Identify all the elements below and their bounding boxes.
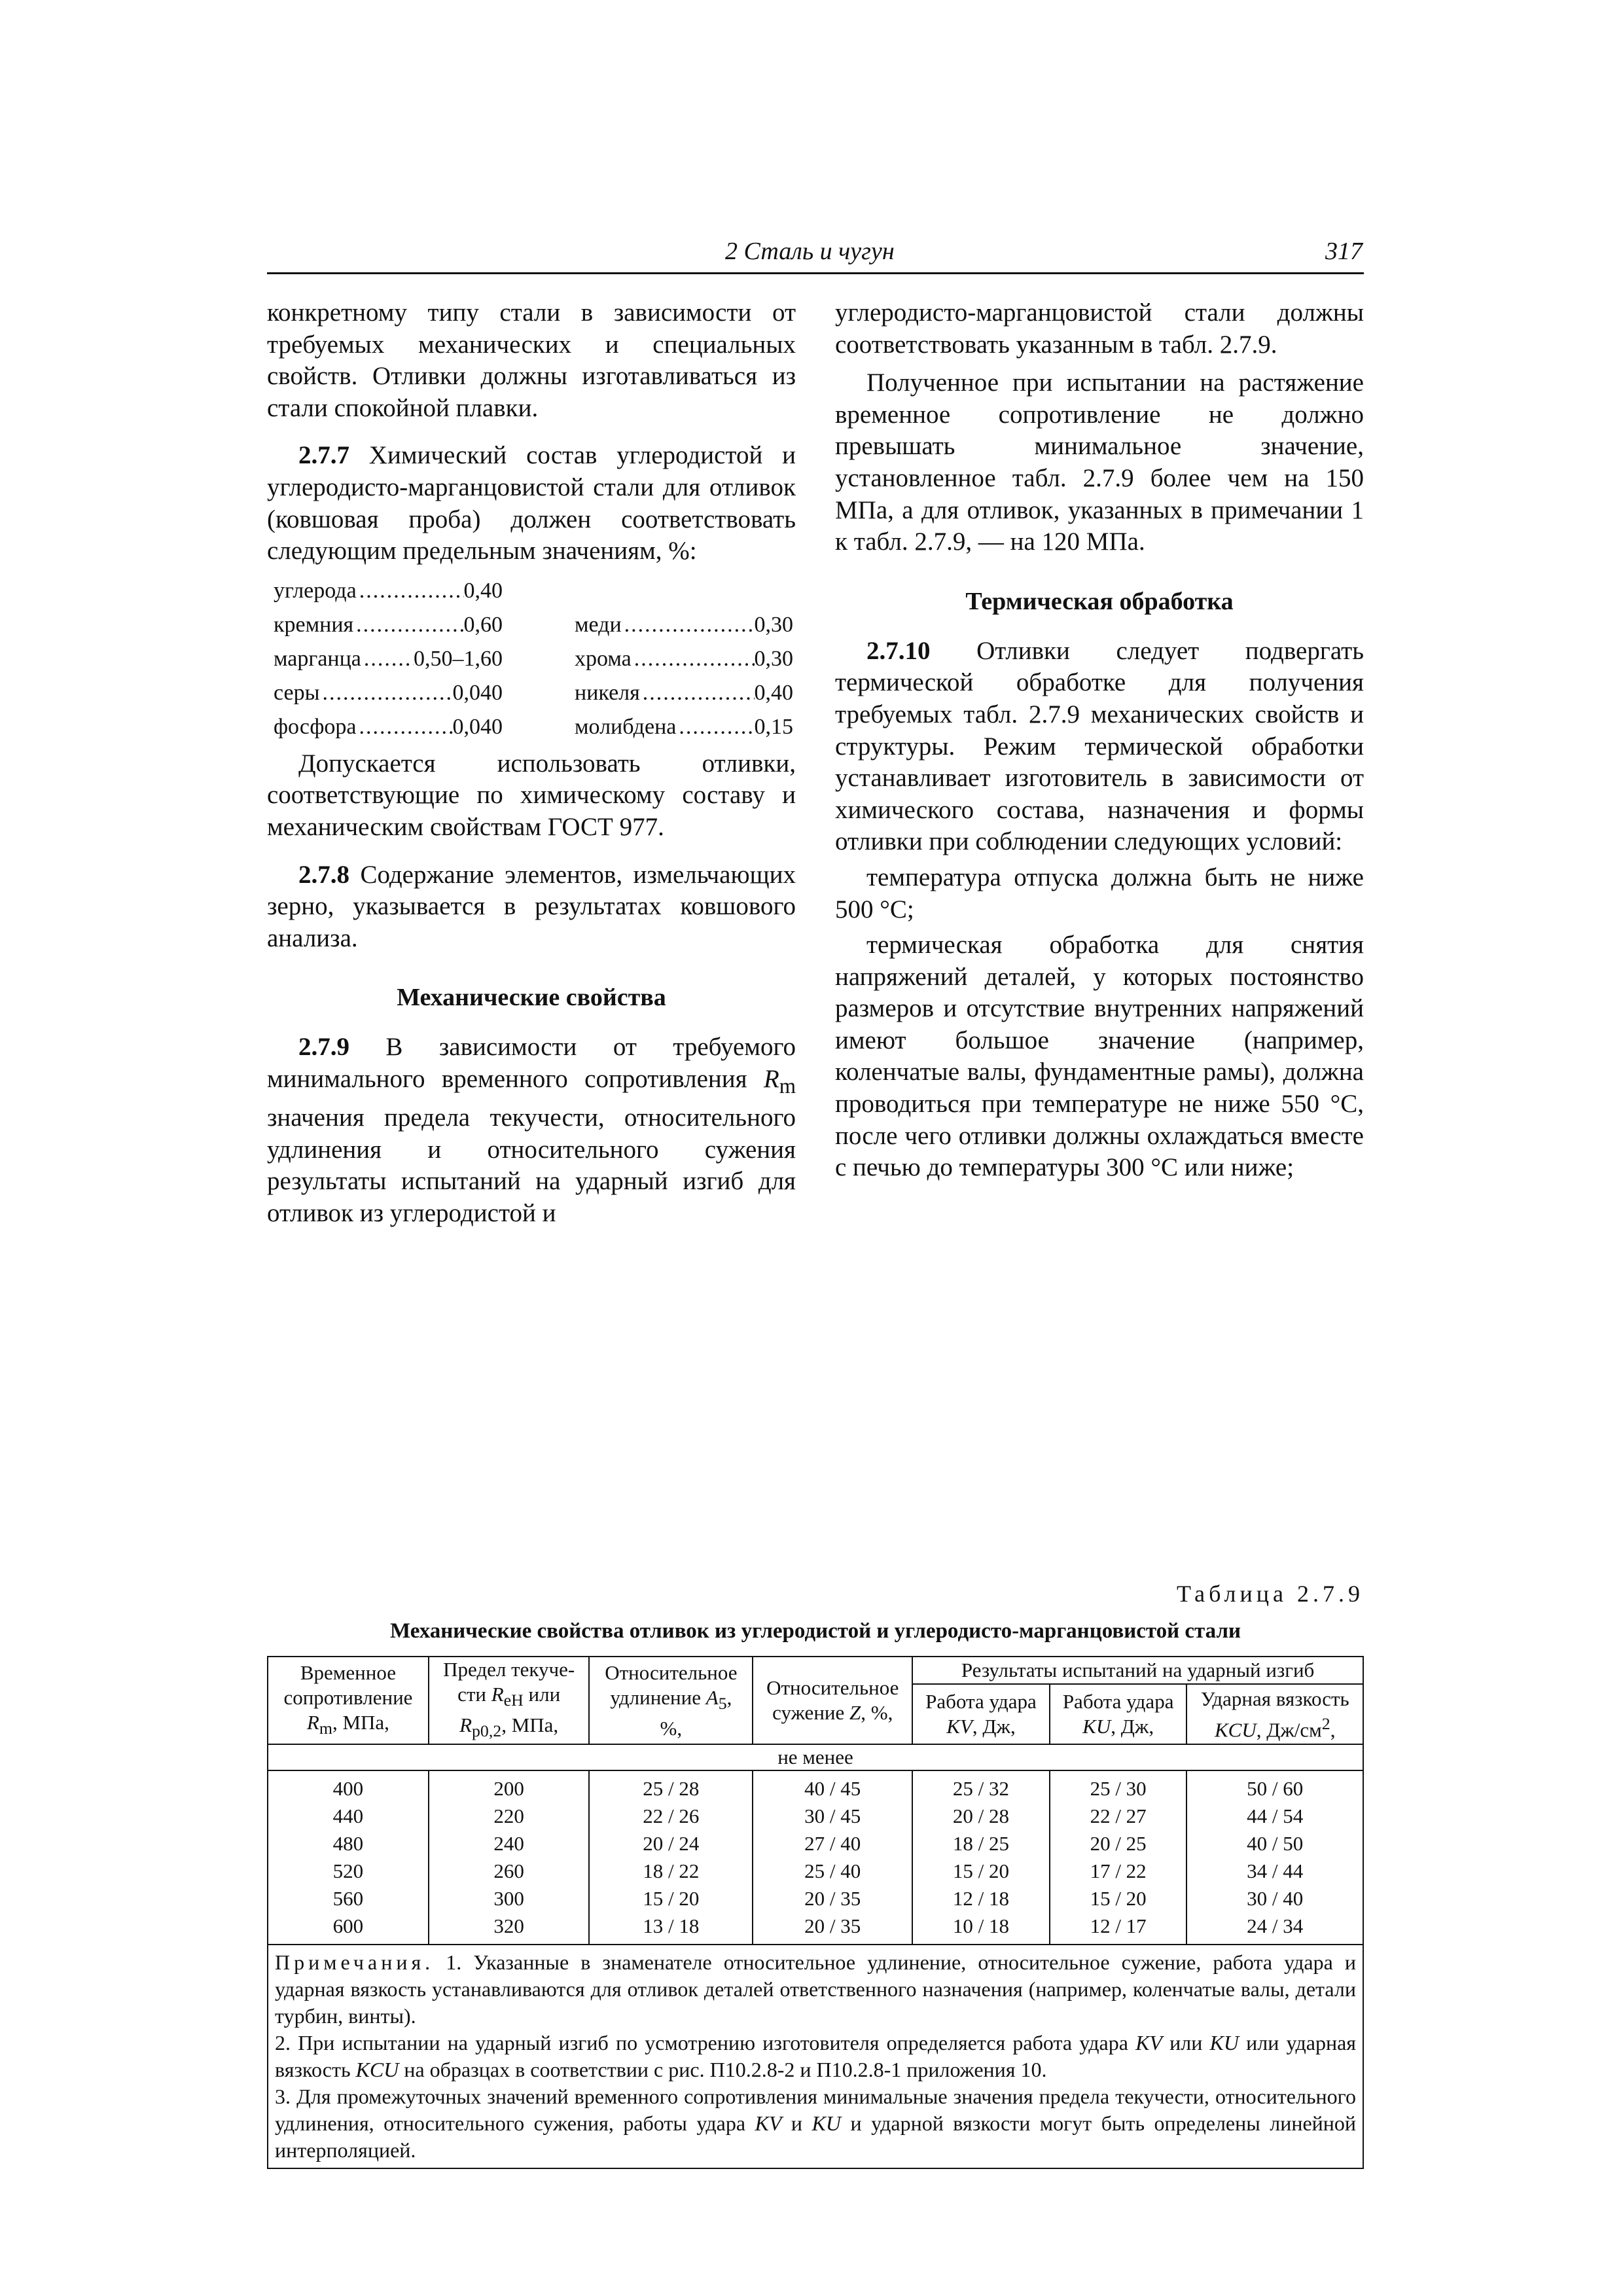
header-cell: Предел текуче- сти $R_{eH}$ или $R_{p0,2}$, МПа, [429, 1657, 590, 1744]
leader-dots [622, 608, 755, 642]
table-cell: 17 / 22 [1050, 1857, 1187, 1885]
paragraph: углеродисто-марганцовистой стали должны соответствовать указанным в табл. 2.7.9. [835, 298, 1364, 359]
table-cell: 25 / 30 [1050, 1770, 1187, 1803]
paragraph-2-7-10 [835, 636, 1364, 858]
table-cell: 20 / 35 [753, 1912, 912, 1945]
clause-number: 2.7.9 [298, 1033, 349, 1062]
chem-row [267, 608, 796, 642]
table-title: Механические свойства отливок из углеродистой и углеродисто-марганцовистой стали [390, 1619, 1241, 1643]
table-cell: 240 [429, 1830, 590, 1857]
chem-row [267, 710, 796, 744]
element-value: 0,40 [754, 680, 793, 705]
table-cell: 30 / 40 [1186, 1885, 1363, 1912]
header-cell: Относительное удлинение $A_5$, %, [589, 1657, 753, 1744]
clause-number: 2.7.10 [866, 636, 931, 665]
table-cell: 20 / 25 [1050, 1830, 1187, 1857]
paragraph: температура отпуска должна быть не ниже 500 °С; [835, 863, 1364, 924]
table-row [268, 1803, 1363, 1830]
header-cell: Работа удара KU, Дж, [1050, 1684, 1187, 1744]
table-row [268, 1830, 1363, 1857]
leader-dots [353, 608, 463, 642]
table-row [268, 1857, 1363, 1885]
paragraph: конкретному типу стали в зависимости от требуемых механических и специальных свойств. Отливки должны изготавливаться из стали спокойной плавки. [267, 298, 796, 422]
clause-number: 2.7.8 [298, 860, 349, 889]
table-cell: 20 / 35 [753, 1885, 912, 1912]
chem-item [274, 710, 503, 744]
table-cell: 20 / 24 [589, 1830, 753, 1857]
paragraph-text: Отливки следует подвергать термической обработке для получения требуемых табл. 2.7.9 механических свойств и структуры. Режим термической обработки устанавливает изготовитель в зависимости от химического состава, назначения и формы отливки при соблюдении следующих условий: [835, 636, 1364, 856]
table-cell: 40 / 45 [753, 1770, 912, 1803]
chem-item [575, 642, 793, 676]
table-row [268, 1912, 1363, 1945]
notes-row [268, 1945, 1363, 2168]
element-name: никеля [575, 680, 640, 705]
table-cell: 400 [268, 1770, 429, 1803]
element-name: молибдена [575, 714, 677, 739]
element-value: 0,040 [452, 714, 503, 739]
table-cell: 18 / 25 [912, 1830, 1050, 1857]
paragraph-text: В зависимости от требуемого минимального временного сопротивления [267, 1033, 796, 1093]
left-column [267, 297, 796, 1230]
element-name: меди [575, 612, 622, 637]
element-value: 0,50–1,60 [414, 646, 503, 671]
table-cell: 200 [429, 1770, 590, 1803]
running-header [267, 236, 1364, 274]
chapter-title: 2 Сталь и чугун [725, 238, 895, 265]
table-cell: 40 / 50 [1186, 1830, 1363, 1857]
header-cell: Работа удара KV, Дж, [912, 1684, 1050, 1744]
chemical-composition-list [267, 574, 796, 744]
table-cell: 22 / 27 [1050, 1803, 1187, 1830]
leader-dots [640, 676, 755, 710]
header-cell: Относительное сужение Z, %, [753, 1657, 912, 1744]
element-value: 0,60 [463, 612, 503, 637]
note-2: 2. При испытании на ударный изгиб по усмотрению изготовителя определяется работа удара KV или KU или ударная вязкость KCU на образцах в соответствии с рис. П10.2.8-2 и П10.2.8-1 приложения 10. [275, 2031, 1357, 2082]
table-cell: 320 [429, 1912, 590, 1945]
paragraph-text: значения предела текучести, относительного удлинения и относительного сужения результаты испытаний на ударный изгиб для отливок из углеродистой и [267, 1103, 796, 1228]
min-label-cell: не менее [268, 1744, 1363, 1770]
paragraph-text: Химический состав углеродистой и углеродисто-марганцовистой стали для отливок (ковшовая проба) должен соответствовать следующим предельным значениям, %: [267, 441, 796, 565]
paragraph-text: Содержание элементов, измельчающих зерно, указывается в результатах ковшового анализа. [267, 860, 796, 952]
table-cell: 18 / 22 [589, 1857, 753, 1885]
table-cell: 560 [268, 1885, 429, 1912]
chem-row [267, 642, 796, 676]
element-value: 0,30 [754, 612, 793, 637]
table-cell: 12 / 18 [912, 1885, 1050, 1912]
element-name: марганца [274, 646, 361, 671]
element-name: серы [274, 680, 320, 705]
leader-dots [632, 642, 755, 676]
table-cell: 520 [268, 1857, 429, 1885]
leader-dots [319, 676, 452, 710]
chem-item [575, 710, 793, 744]
table-row [268, 1770, 1363, 1803]
table-cell: 300 [429, 1885, 590, 1912]
header-group-cell: Результаты испытаний на ударный изгиб [912, 1657, 1363, 1684]
table-cell: 22 / 26 [589, 1803, 753, 1830]
table-cell: 600 [268, 1912, 429, 1945]
table-cell: 10 / 18 [912, 1912, 1050, 1945]
section-heading: Термическая обработка [965, 587, 1234, 615]
table-cell: 30 / 45 [753, 1803, 912, 1830]
note-1: Примечания. 1. Указанные в знаменателе относительное удлинение, относительное сужение, работа удара и ударная вязкость устанавливаются для отливок деталей ответственного назначения (например, коленчатые валы, детали турбин, винты). [275, 1950, 1356, 2028]
paragraph: Допускается использовать отливки, соответствующие по химическому составу и механическим свойствам ГОСТ 977. [267, 749, 796, 841]
leader-dots [357, 574, 464, 608]
element-name: кремния [274, 612, 354, 637]
section-heading: Механические свойства [397, 984, 666, 1012]
chem-row [267, 676, 796, 710]
table-cell: 220 [429, 1803, 590, 1830]
table-cell: 27 / 40 [753, 1830, 912, 1857]
paragraph-2-7-7 [267, 440, 796, 567]
chem-item [575, 608, 793, 642]
chem-item [274, 676, 503, 710]
table-cell: 15 / 20 [589, 1885, 753, 1912]
paragraph: Полученное при испытании на растяжение временное сопротивление не должно превышать минимальное значение, установленное табл. 2.7.9 более чем на 150 МПа, а для отливок, указанных в примечании 1 к табл. 2.7.9, — на 120 МПа. [835, 368, 1364, 556]
table-cell: 25 / 28 [589, 1770, 753, 1803]
element-value: 0,30 [754, 646, 793, 671]
table-cell: 13 / 18 [589, 1912, 753, 1945]
table-cell: 34 / 44 [1186, 1857, 1363, 1885]
paragraph-2-7-9 [267, 1031, 796, 1229]
element-name: углерода [274, 578, 357, 603]
table-cell: 20 / 28 [912, 1803, 1050, 1830]
element-name: хрома [575, 646, 632, 671]
min-label-row [268, 1744, 1363, 1770]
chem-item [274, 642, 503, 676]
paragraph: термическая обработка для снятия напряжений деталей, у которых постоянство размеров и отсутствие внутренних напряжений имеют большое значение (например, коленчатые валы, фундаментные рамы), должна проводиться при температуре не ниже 550 °С, после чего отливки должны охлаждаться вместе с печью до температуры 300 °С или ниже; [835, 931, 1364, 1182]
mechanical-properties-table [267, 1656, 1364, 2169]
table-cell: 25 / 40 [753, 1857, 912, 1885]
table-cell: 15 / 20 [912, 1857, 1050, 1885]
table-caption: Таблица 2.7.9 [1177, 1581, 1364, 1607]
chem-row [267, 574, 796, 608]
leader-dots [361, 642, 414, 676]
note-3: 3. Для промежуточных значений временного сопротивления минимальные значения предела текучести, относительного удлинения, относительного сужения, работы удара KV и KU и ударной вязкости могут быть определены линейной интерполяцией. [275, 2085, 1357, 2162]
leader-dots [676, 710, 754, 744]
table-body [268, 1770, 1363, 1945]
table-cell: 12 / 17 [1050, 1912, 1187, 1945]
table-cell: 440 [268, 1803, 429, 1830]
table-header-row [268, 1657, 1363, 1684]
chem-item [575, 676, 793, 710]
table-cell: 25 / 32 [912, 1770, 1050, 1803]
table-cell: 260 [429, 1857, 590, 1885]
clause-number: 2.7.7 [298, 441, 349, 470]
element-value: 0,040 [452, 680, 503, 705]
header-cell: Временное сопротивление $R_m$, МПа, [268, 1657, 429, 1744]
table-cell: 480 [268, 1830, 429, 1857]
page-number: 317 [1325, 238, 1363, 265]
symbol-subscript: m [779, 1074, 796, 1098]
element-value: 0,40 [463, 578, 503, 603]
table-cell: 44 / 54 [1186, 1803, 1363, 1830]
table-row [268, 1885, 1363, 1912]
table-cell: 24 / 34 [1186, 1912, 1363, 1945]
table-cell: 15 / 20 [1050, 1885, 1187, 1912]
element-name: фосфора [274, 714, 357, 739]
element-value: 0,15 [754, 714, 793, 739]
leader-dots [357, 710, 453, 744]
chem-item [274, 608, 503, 642]
symbol-r: R [763, 1064, 779, 1093]
book-page [267, 236, 1364, 2162]
right-column [835, 297, 1364, 1184]
chem-item [274, 574, 503, 608]
header-cell: Ударная вязкость KCU, $Дж/см^2$, [1186, 1684, 1363, 1744]
table-cell: 50 / 60 [1186, 1770, 1363, 1803]
table-notes [268, 1945, 1363, 2168]
paragraph-2-7-8 [267, 859, 796, 955]
